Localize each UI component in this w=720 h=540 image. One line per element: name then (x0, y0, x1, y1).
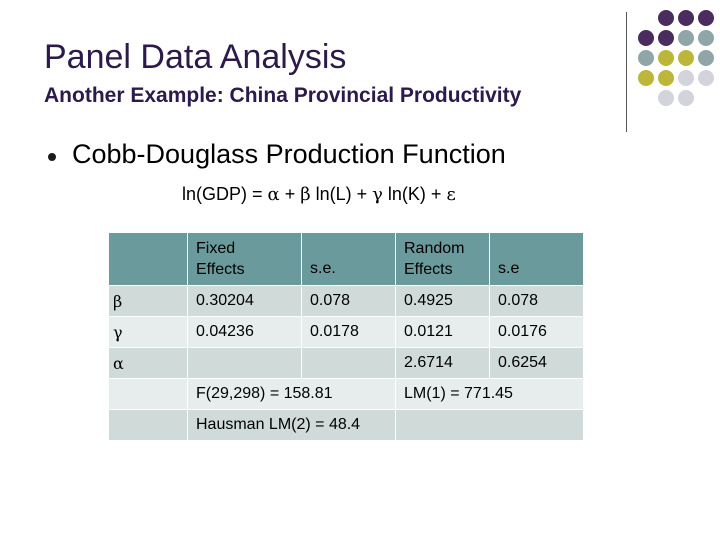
decorative-dot (658, 70, 674, 86)
decorative-dot (658, 90, 674, 106)
header-fixed-effects (188, 233, 302, 286)
slide-title: Panel Data Analysis (44, 38, 347, 76)
hausman-empty-right (396, 410, 584, 441)
cell-fe-se: 0.0178 (302, 317, 396, 348)
header-re-line1: Random (404, 240, 465, 257)
cell-re: 0.0121 (396, 317, 490, 348)
equation-lnL: ln(L) + (310, 184, 373, 204)
equation-lnK: ln(K) + (382, 184, 447, 204)
header-empty-cell (109, 233, 188, 286)
header-se2-label: s.e (498, 260, 520, 277)
cell-fe: 0.30204 (188, 286, 302, 317)
header-fe-line1: Fixed (196, 240, 236, 257)
f-test-cell: F(29,298) = 158.81 (188, 379, 396, 410)
hausman-cell: Hausman LM(2) = 48.4 (188, 410, 396, 441)
row-label-gamma: γ (109, 317, 188, 348)
decorative-dot (678, 10, 694, 26)
decorative-dot (698, 10, 714, 26)
table-row (109, 317, 584, 348)
equation-plus: + (279, 184, 301, 204)
decorative-dot (678, 30, 694, 46)
decorative-dot (678, 50, 694, 66)
decorative-dot (698, 30, 714, 46)
table-row (109, 348, 584, 379)
row-label-alpha: α (109, 348, 188, 379)
bullet-point-icon (48, 153, 56, 161)
lm-test-cell: LM(1) = 771.45 (396, 379, 584, 410)
header-re-line2: Effects (404, 261, 453, 278)
hausman-empty-cell (109, 410, 188, 441)
decorative-dot (658, 30, 674, 46)
epsilon-symbol: ε (446, 184, 456, 205)
alpha-symbol: α (267, 184, 280, 205)
divider-line (626, 12, 627, 132)
beta-symbol: β (300, 184, 311, 205)
stats-empty-cell (109, 379, 188, 410)
cell-re: 0.4925 (396, 286, 490, 317)
decorative-dot (658, 10, 674, 26)
slide-subtitle: Another Example: China Provincial Productivity (44, 84, 522, 107)
cell-re: 2.6714 (396, 348, 490, 379)
cell-fe (188, 348, 302, 379)
table-row-hausman (109, 410, 584, 441)
production-equation (182, 184, 456, 205)
decorative-dot (698, 70, 714, 86)
header-se-random (490, 233, 584, 286)
header-se1-label: s.e. (310, 260, 336, 277)
table-row (109, 286, 584, 317)
cell-fe-se (302, 348, 396, 379)
header-random-effects (396, 233, 490, 286)
cell-fe-se: 0.078 (302, 286, 396, 317)
table-row-stats (109, 379, 584, 410)
decorative-dot (638, 30, 654, 46)
decorative-dot (658, 50, 674, 66)
header-se-fixed (302, 233, 396, 286)
decorative-dot (678, 70, 694, 86)
table-header-row (109, 233, 584, 286)
cell-re-se: 0.0176 (490, 317, 584, 348)
decorative-dot (638, 50, 654, 66)
cell-re-se: 0.6254 (490, 348, 584, 379)
row-label-beta: β (109, 286, 188, 317)
gamma-symbol: γ (372, 184, 383, 205)
equation-lhs: ln(GDP) = (182, 184, 268, 204)
cell-fe: 0.04236 (188, 317, 302, 348)
bullet-heading: Cobb-Douglass Production Function (72, 139, 506, 169)
header-fe-line2: Effects (196, 261, 245, 278)
decorative-dot (638, 70, 654, 86)
cell-re-se: 0.078 (490, 286, 584, 317)
decorative-dot (698, 50, 714, 66)
results-table (108, 232, 584, 441)
decorative-dot (678, 90, 694, 106)
